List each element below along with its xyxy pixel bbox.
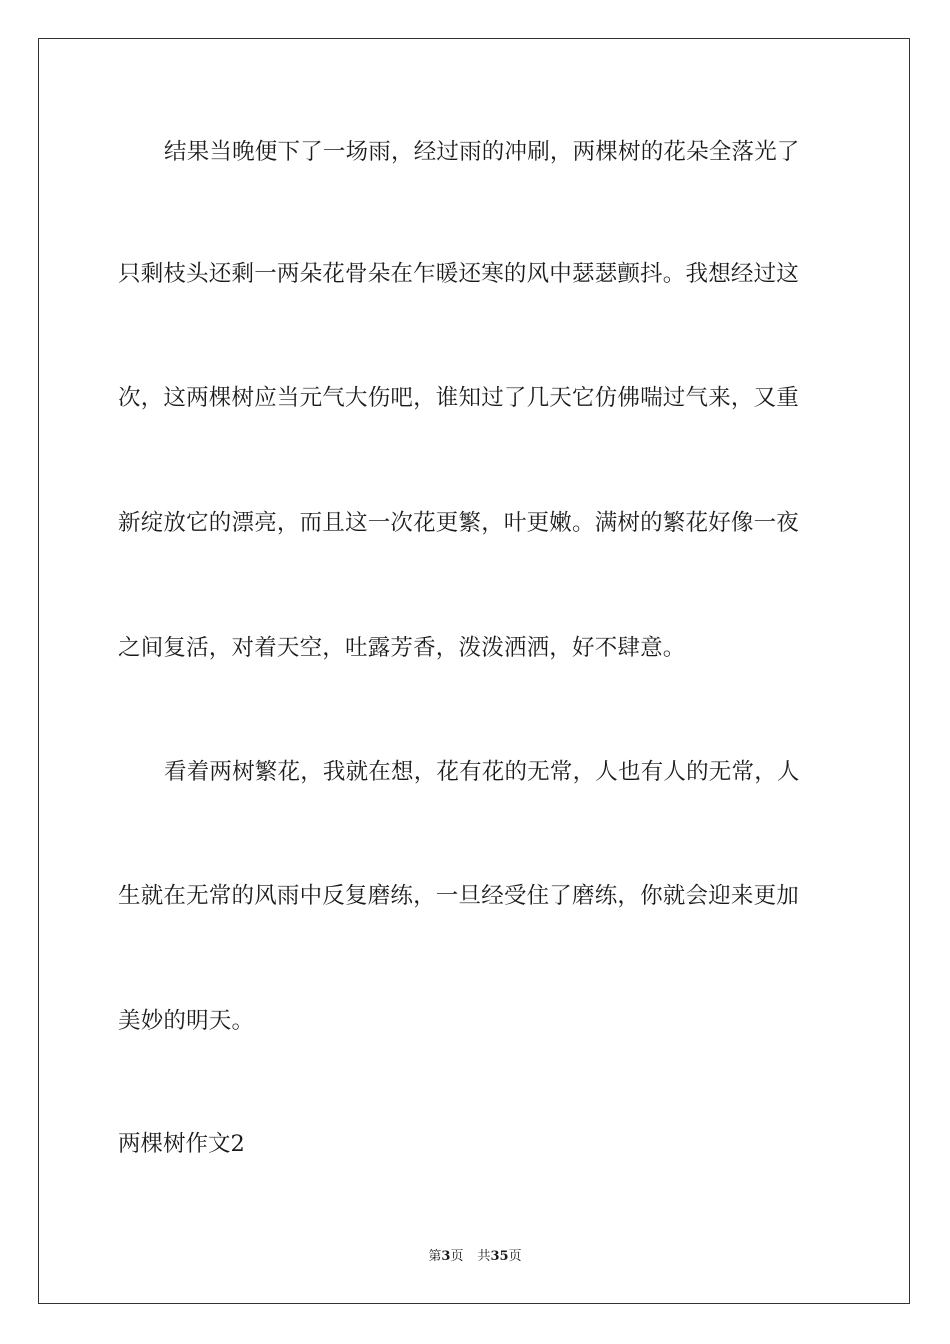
page-prefix: 第 <box>428 1249 442 1264</box>
total-suffix: 页 <box>508 1249 522 1264</box>
paragraph-2-line-2: 生就在无常的风雨中反复磨练，一旦经受住了磨练，你就会迎来更加 <box>118 883 800 909</box>
page-footer <box>0 1248 950 1266</box>
page-border <box>38 38 910 1304</box>
section-heading: 两棵树作文2 <box>118 1131 245 1157</box>
paragraph-1-line-4: 新绽放它的漂亮，而且这一次花更繁，叶更嫩。满树的繁花好像一夜 <box>118 510 800 536</box>
total-pages: 35 <box>490 1249 509 1264</box>
paragraph-2-line-3: 美妙的明天。 <box>118 1008 255 1034</box>
total-prefix: 共 <box>477 1249 491 1264</box>
paragraph-1-line-2: 只剩枝头还剩一两朵花骨朵在乍暖还寒的风中瑟瑟颤抖。我想经过这 <box>118 261 800 287</box>
page-number: 3 <box>441 1249 451 1264</box>
paragraph-1-line-3: 次，这两棵树应当元气大伤吧，谁知过了几天它仿佛喘过气来，又重 <box>118 385 800 411</box>
paragraph-2-line-1: 看着两树繁花，我就在想，花有花的无常，人也有人的无常，人 <box>164 759 800 785</box>
paragraph-1-line-5: 之间复活，对着天空，吐露芳香，泼泼洒洒，好不肆意。 <box>118 635 686 661</box>
page-suffix: 页 <box>450 1249 464 1264</box>
paragraph-1-line-1: 结果当晚便下了一场雨，经过雨的冲刷，两棵树的花朵全落光了 <box>164 139 800 165</box>
